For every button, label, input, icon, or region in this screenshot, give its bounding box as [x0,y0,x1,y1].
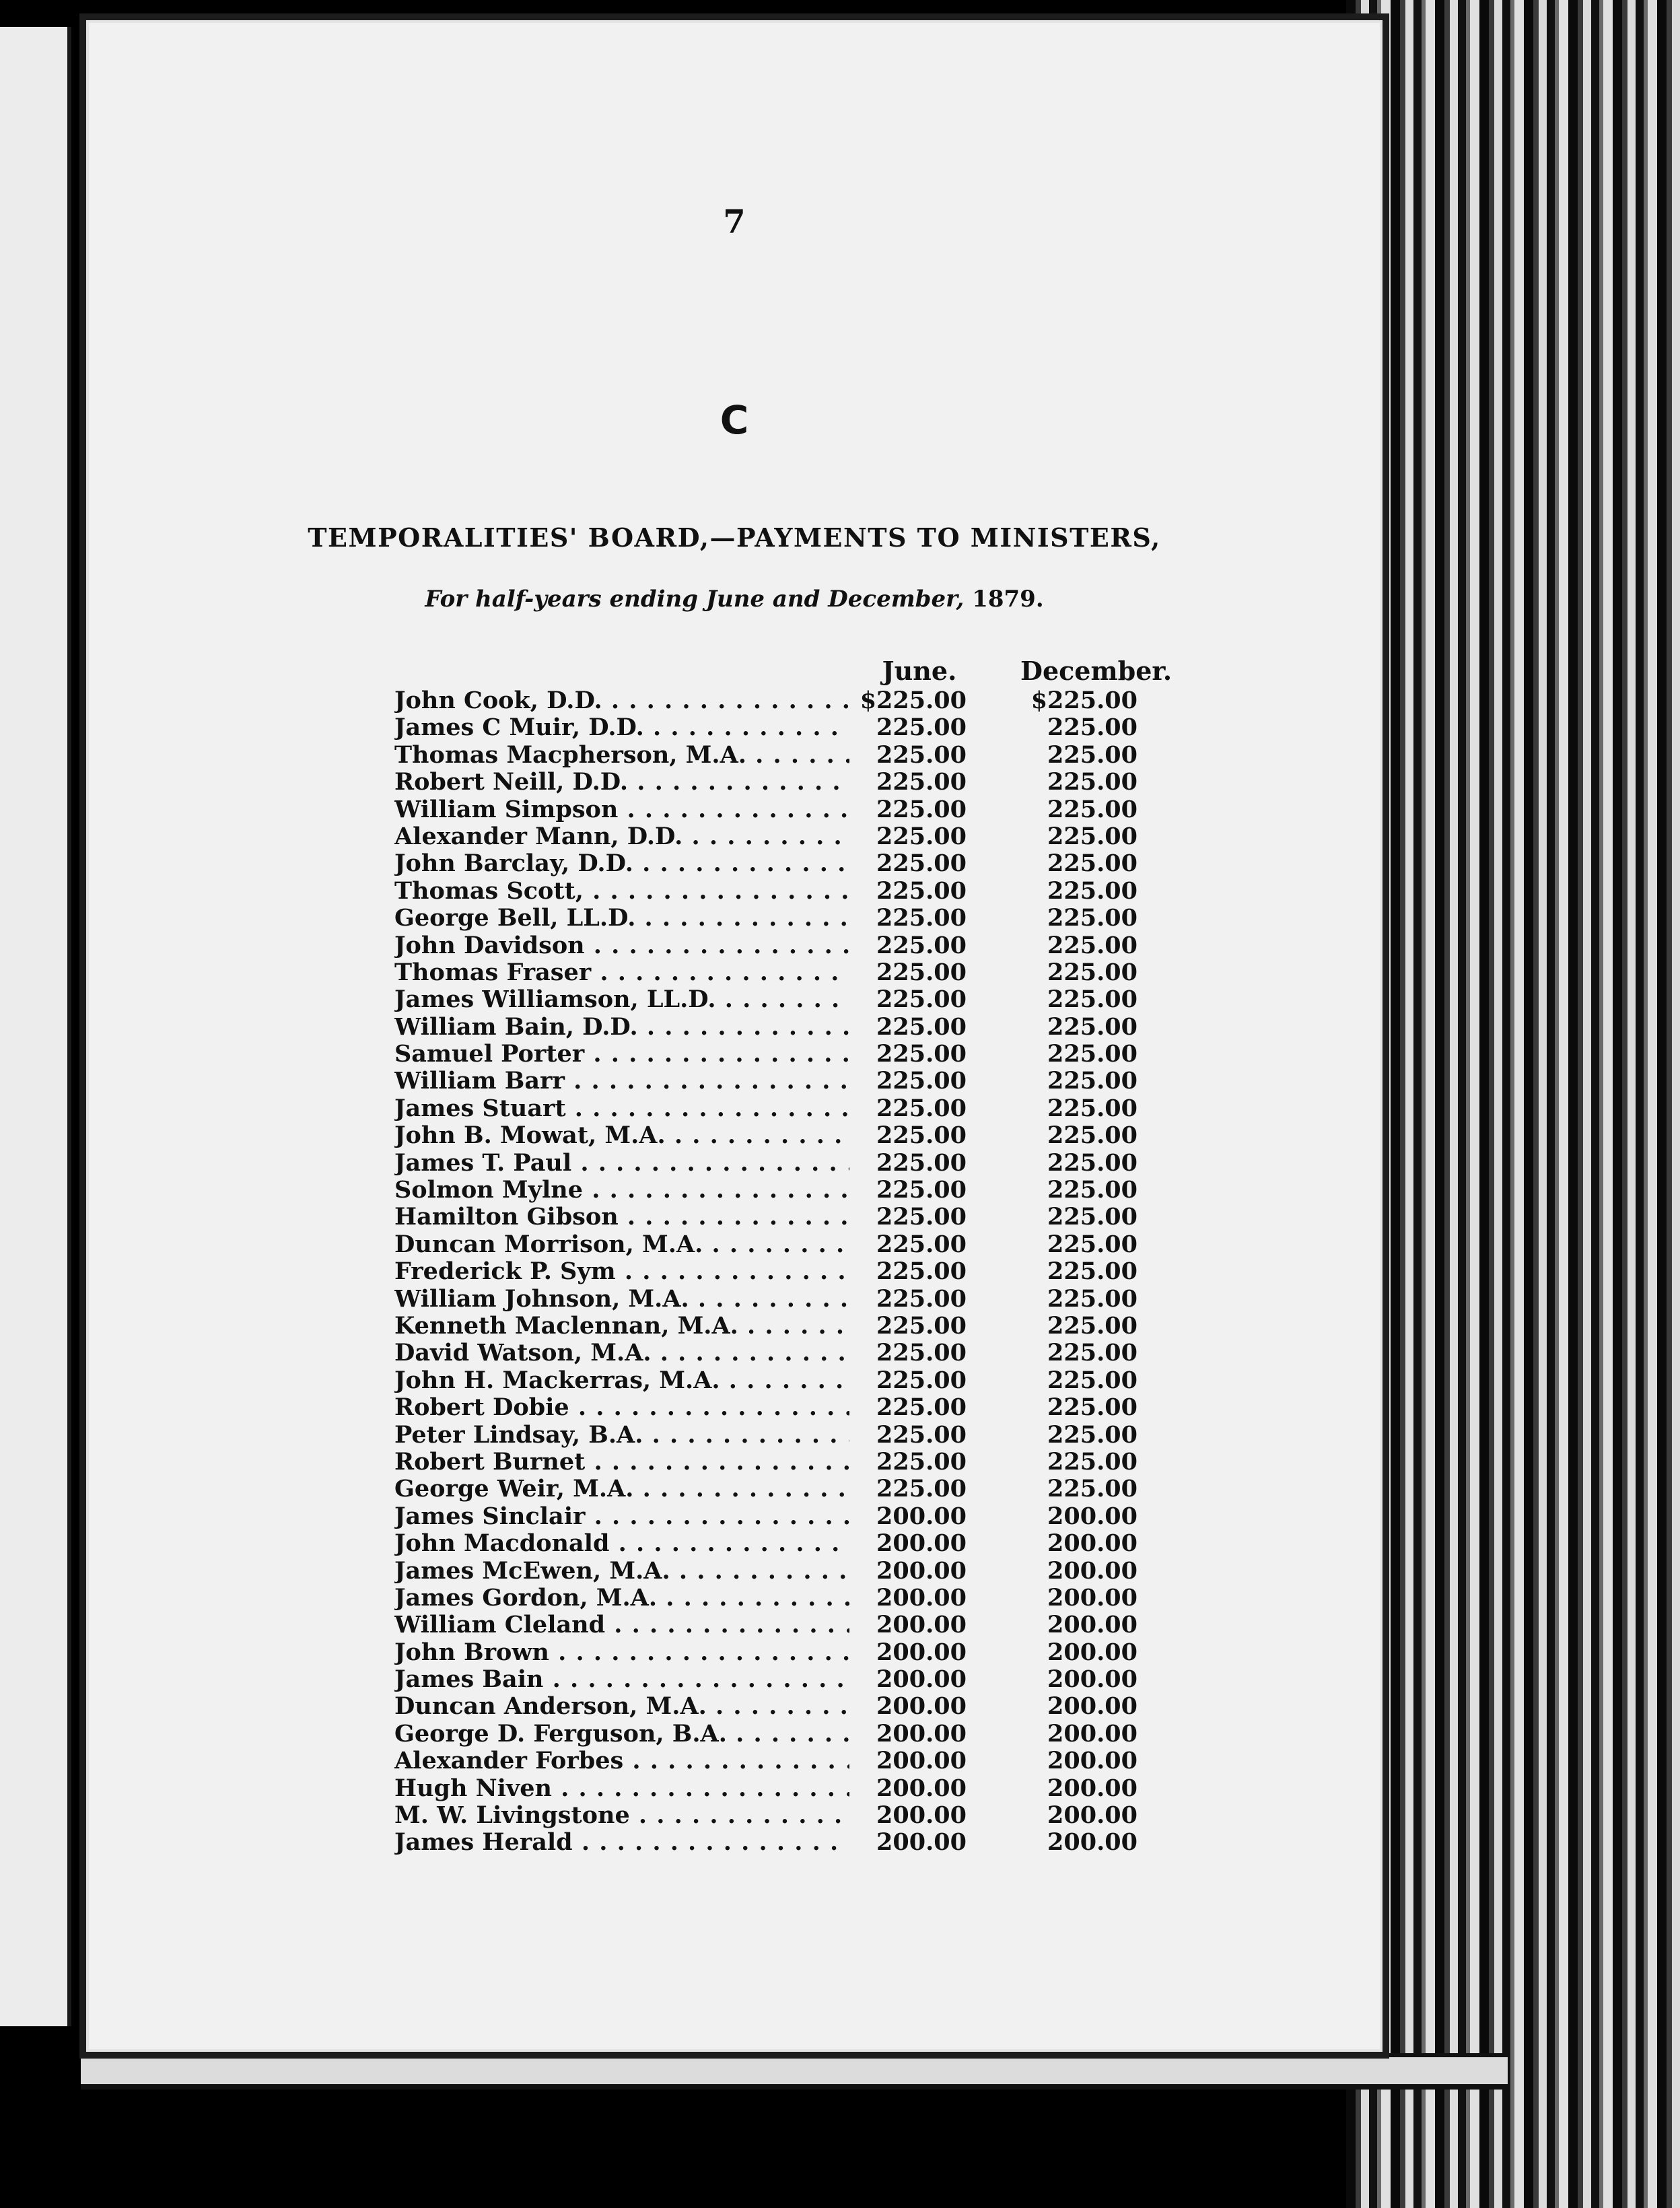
december-payment: 225.00 [1047,1257,1138,1286]
june-payment: 225.00 [876,1257,967,1286]
december-payment: 225.00 [1047,1393,1138,1422]
december-payment: 225.00 [1047,1420,1138,1449]
minister-name: Thomas Macpherson, M.A. . . . [394,741,849,769]
table-row [307,1066,1249,1093]
june-payment: 225.00 [876,714,967,742]
june-payment: 225.00 [876,1447,967,1476]
minister-name: John H. Mackerras, M.A. . . . [394,1367,849,1394]
column-header-december: December. [1020,656,1172,686]
december-payment: 200.00 [1047,1529,1138,1558]
minister-name: Samuel Porter . . . [394,1040,849,1068]
minister-name: Robert Burnet . . . [394,1448,849,1476]
december-payment: $225.00 [1030,687,1138,714]
june-payment: 225.00 [876,1420,967,1449]
minister-name: William Cleland . . . [394,1611,849,1638]
december-payment: 200.00 [1047,1611,1138,1639]
december-payment: 225.00 [1047,958,1138,986]
june-payment: 200.00 [876,1611,967,1639]
june-payment: 225.00 [876,1176,967,1204]
table-row [307,1637,1249,1664]
minister-name: David Watson, M.A. . . . [394,1339,849,1367]
june-payment: 225.00 [876,1094,967,1122]
june-payment: 225.00 [876,876,967,905]
table-row [307,1148,1249,1175]
december-payment: 200.00 [1047,1747,1138,1775]
table-row [307,1392,1249,1422]
minister-name: Thomas Scott, . . . [394,877,849,905]
june-payment: 225.00 [876,740,967,769]
december-payment: 200.00 [1047,1502,1138,1530]
minister-name: Duncan Anderson, M.A. . . . [394,1692,849,1720]
table-row [307,1610,1249,1639]
minister-name: Kenneth Maclennan, M.A. . . . [394,1312,849,1340]
june-payment: 200.00 [876,1529,967,1558]
minister-name: John Davidson . . . [394,932,849,959]
december-payment: 225.00 [1047,1203,1138,1231]
june-payment: 225.00 [876,1475,967,1503]
june-payment: 225.00 [876,1040,967,1068]
page-subtitle [89,586,1380,613]
minister-name: George Bell, LL.D. . . . [394,904,849,932]
table-row [307,1691,1249,1721]
december-payment: 225.00 [1047,1230,1138,1258]
table-row [307,903,1249,930]
december-payment: 225.00 [1047,1339,1138,1367]
minister-name: Peter Lindsay, B.A. . . . [394,1421,849,1449]
table-row [307,930,1249,957]
table-row [307,1664,1249,1694]
minister-name: John Barclay, D.D. . . . [394,850,849,877]
minister-name: John B. Mowat, M.A. . . . [394,1122,849,1149]
minister-name: Hugh Niven . . . [394,1774,849,1802]
june-payment: 225.00 [876,958,967,986]
table-header [307,656,1249,685]
payments-table [307,656,1249,1855]
minister-name: Solmon Mylne . . . [394,1176,849,1204]
minister-name: William Bain, D.D. . . . [394,1013,849,1041]
table-row [307,1256,1249,1286]
june-payment: 225.00 [876,986,967,1014]
june-payment: 225.00 [876,1366,967,1394]
december-payment: 225.00 [1047,795,1138,823]
december-payment: 225.00 [1047,822,1138,850]
june-payment: 225.00 [876,1284,967,1313]
december-payment: 225.00 [1047,740,1138,769]
december-payment: 200.00 [1047,1801,1138,1830]
table-row [307,1719,1249,1746]
december-payment: 225.00 [1047,904,1138,932]
page-number: 7 [723,203,746,241]
table-row [307,1202,1249,1229]
table-row [307,876,1249,903]
december-payment: 200.00 [1047,1828,1138,1857]
december-payment: 225.00 [1047,850,1138,878]
june-payment: 225.00 [876,1339,967,1367]
table-row [307,1556,1249,1583]
table-row [307,1093,1249,1120]
table-row [307,821,1249,848]
table-row [307,685,1249,712]
june-payment: 225.00 [876,1230,967,1258]
december-payment: 225.00 [1047,931,1138,959]
minister-name: James McEwen, M.A. . . . [394,1557,849,1585]
december-payment: 225.00 [1047,986,1138,1014]
book-page-edges [1346,0,1680,2208]
table-row [307,740,1249,767]
subtitle-text: For half-years ending June and December, [425,586,965,613]
december-payment: 200.00 [1047,1583,1138,1612]
table-row [307,1012,1249,1039]
minister-name: James Bain . . . [394,1665,849,1693]
june-payment: 225.00 [876,931,967,959]
table-row [307,794,1249,821]
table-row [307,1175,1249,1202]
minister-name: Robert Dobie . . . [394,1393,849,1421]
minister-name: James T. Paul . . . [394,1149,849,1177]
table-row [307,1420,1249,1447]
minister-name: Thomas Fraser . . . [394,959,849,986]
table-row [307,1311,1249,1338]
table-row [307,957,1249,984]
table-row [307,1474,1249,1503]
june-payment: 200.00 [876,1692,967,1721]
minister-name: George D. Ferguson, B.A. . . . [394,1720,849,1748]
minister-name: James Stuart . . . [394,1095,849,1122]
facing-page-edge [0,27,71,2026]
table-row [307,1447,1249,1474]
december-payment: 200.00 [1047,1719,1138,1748]
book-bottom-edge [81,2053,1508,2090]
december-payment: 225.00 [1047,876,1138,905]
minister-name: James C Muir, D.D. . . . [394,714,849,741]
december-payment: 225.00 [1047,1148,1138,1177]
june-payment: 225.00 [876,1203,967,1231]
minister-name: James Herald . . . [394,1828,849,1856]
minister-name: Frederick P. Sym . . . [394,1257,849,1285]
subtitle-year: 1879. [964,586,1044,613]
minister-name: James Sinclair . . . [394,1503,849,1530]
june-payment: 200.00 [876,1801,967,1830]
june-payment: 200.00 [876,1502,967,1530]
june-payment: 200.00 [876,1719,967,1748]
december-payment: 225.00 [1047,1284,1138,1313]
table-row [307,1120,1249,1150]
june-payment: 225.00 [876,1311,967,1340]
december-payment: 225.00 [1047,1012,1138,1041]
minister-name: John Brown . . . [394,1638,849,1666]
december-payment: 200.00 [1047,1556,1138,1585]
june-payment: 200.00 [876,1747,967,1775]
minister-name: William Johnson, M.A. . . . [394,1285,849,1313]
december-payment: 225.00 [1047,768,1138,796]
minister-name: Alexander Forbes . . . [394,1747,849,1774]
december-payment: 225.00 [1047,1067,1138,1095]
june-payment: 225.00 [876,1012,967,1041]
december-payment: 225.00 [1047,714,1138,742]
minister-name: John Cook, D.D. . . . [394,687,849,714]
table-row [307,1338,1249,1365]
december-payment: 200.00 [1047,1774,1138,1802]
table-row [307,1773,1249,1800]
minister-name: Duncan Morrison, M.A. . . . [394,1231,849,1258]
june-payment: 225.00 [876,768,967,796]
december-payment: 225.00 [1047,1176,1138,1204]
table-row [307,1827,1249,1857]
table-row [307,767,1249,794]
june-payment: 200.00 [876,1583,967,1612]
minister-name: Robert Neill, D.D. . . . [394,768,849,796]
december-payment: 200.00 [1047,1665,1138,1694]
minister-name: James Williamson, LL.D. . . . [394,986,849,1013]
june-payment: 200.00 [876,1556,967,1585]
june-payment: 225.00 [876,1122,967,1150]
column-header-june: June. [882,656,957,686]
june-payment: 225.00 [876,1393,967,1422]
minister-name: Alexander Mann, D.D. . . . [394,823,849,850]
june-payment: 200.00 [876,1774,967,1802]
december-payment: 225.00 [1047,1475,1138,1503]
june-payment: 225.00 [876,822,967,850]
section-letter: C [720,397,749,443]
table-row [307,1528,1249,1558]
table-row [307,1800,1249,1830]
june-payment: 200.00 [876,1665,967,1694]
table-row [307,712,1249,742]
minister-name: John Macdonald . . . [394,1529,849,1557]
june-payment: $225.00 [860,687,967,714]
minister-name: James Gordon, M.A. . . . [394,1584,849,1612]
table-row [307,1746,1249,1775]
december-payment: 225.00 [1047,1366,1138,1394]
table-row [307,1365,1249,1392]
december-payment: 200.00 [1047,1638,1138,1666]
december-payment: 225.00 [1047,1040,1138,1068]
table-body [307,685,1249,1855]
table-row [307,1501,1249,1528]
minister-name: M. W. Livingstone . . . [394,1801,849,1829]
table-row [307,1229,1249,1256]
minister-name: William Simpson . . . [394,796,849,823]
minister-name: Hamilton Gibson . . . [394,1203,849,1231]
table-row [307,848,1249,878]
june-payment: 225.00 [876,1067,967,1095]
december-payment: 225.00 [1047,1094,1138,1122]
december-payment: 200.00 [1047,1692,1138,1721]
december-payment: 225.00 [1047,1447,1138,1476]
june-payment: 225.00 [876,904,967,932]
table-row [307,1583,1249,1610]
june-payment: 225.00 [876,795,967,823]
table-row [307,1284,1249,1311]
minister-name: George Weir, M.A. . . . [394,1475,849,1503]
june-payment: 225.00 [876,850,967,878]
scanned-page [86,20,1382,2052]
page-title: TEMPORALITIES' BOARD,—PAYMENTS TO MINISTERS, [308,522,1161,553]
table-row [307,1039,1249,1066]
june-payment: 200.00 [876,1828,967,1857]
december-payment: 225.00 [1047,1311,1138,1340]
june-payment: 225.00 [876,1148,967,1177]
table-row [307,984,1249,1014]
june-payment: 200.00 [876,1638,967,1666]
minister-name: William Barr . . . [394,1067,849,1095]
december-payment: 225.00 [1047,1122,1138,1150]
